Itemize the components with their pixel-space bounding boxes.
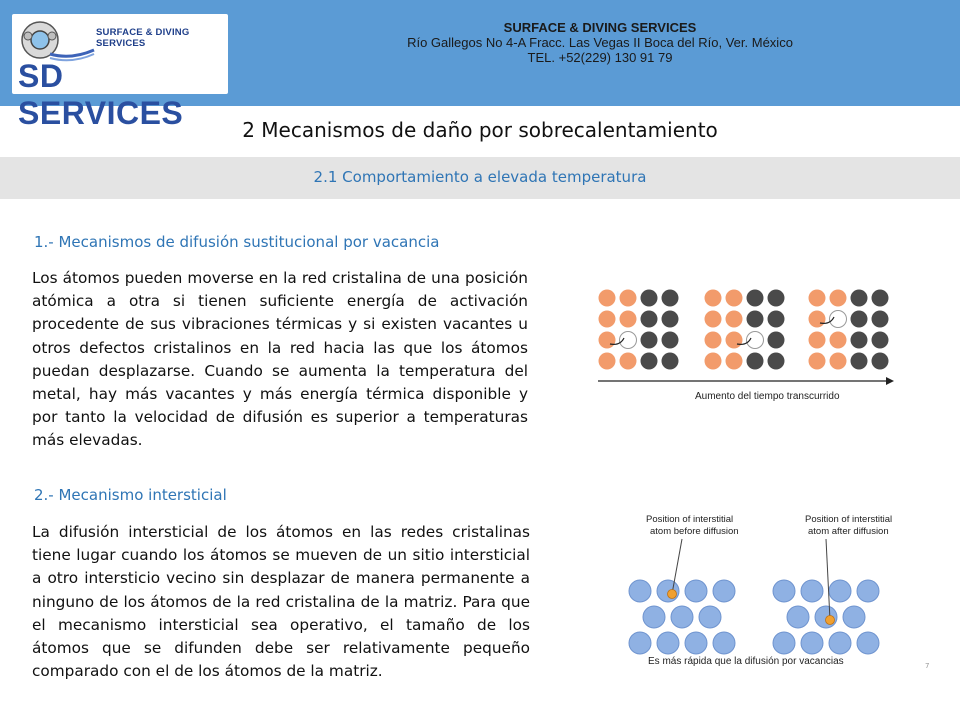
label-after-line1: Position of interstitial (805, 514, 893, 525)
lattice-atom (768, 311, 785, 328)
matrix-atom (829, 580, 851, 602)
matrix-atom (643, 606, 665, 628)
matrix-atom (629, 580, 651, 602)
lattice-atom (662, 311, 679, 328)
lattice-atom (747, 353, 764, 370)
matrix-atom (773, 580, 795, 602)
lattice-atom (641, 353, 658, 370)
matrix-atom (713, 580, 735, 602)
matrix-atom (857, 580, 879, 602)
lattice-atom (726, 353, 743, 370)
lattice-atom (872, 332, 889, 349)
lattice-atom (768, 353, 785, 370)
lattice-atom (641, 311, 658, 328)
vacancy-diffusion-figure (590, 282, 916, 406)
lattice-atom (851, 353, 868, 370)
lattice-atom (851, 332, 868, 349)
lattice-atom (705, 290, 722, 307)
lattice-atom (641, 290, 658, 307)
lattice-atom (620, 290, 637, 307)
lattice-atom (641, 332, 658, 349)
matrix-atom (629, 632, 651, 654)
matrix-atom (713, 632, 735, 654)
lattice-atom (747, 311, 764, 328)
matrix-atom (801, 632, 823, 654)
lattice-atom (872, 353, 889, 370)
logo-tagline: SURFACE & DIVING SERVICES (96, 27, 190, 49)
lattice-atom (620, 311, 637, 328)
matrix-atom (685, 580, 707, 602)
lattice-atom (809, 311, 826, 328)
matrix-atom (699, 606, 721, 628)
matrix-atom (657, 632, 679, 654)
lattice-atom (851, 311, 868, 328)
lattice-atom (872, 311, 889, 328)
interstitial-diffusion-figure (622, 505, 922, 667)
vacancy-figure-caption: Aumento del tiempo transcurrido (695, 391, 840, 402)
lattice-atom (851, 290, 868, 307)
section1-paragraph: Los átomos pueden moverse en la red cristalina de una posición atómica a otra si tienen suficiente energía de activación procedente de sus vibraciones térmicas y si existen vacantes u otros defectos cristalinos en la red hacia las que los átomos puedan desplazarse. Cuando se aumenta la temperatura del metal, hay más vacantes y más energía térmica disponible y por tanto la velocidad de difusión es superior a temperaturas más elevadas. (32, 269, 528, 450)
lattice-atom (830, 353, 847, 370)
matrix-atom (787, 606, 809, 628)
lattice-atom (747, 290, 764, 307)
lattice-atom (830, 290, 847, 307)
matrix-atom (843, 606, 865, 628)
lattice-atom (705, 311, 722, 328)
matrix-atom (857, 632, 879, 654)
matrix-atom (671, 606, 693, 628)
lattice-atom (705, 332, 722, 349)
matrix-atom (773, 632, 795, 654)
lattice-atom (768, 332, 785, 349)
company-address: Río Gallegos No 4-A Fracc. Las Vegas II Boca del Río, Ver. México (407, 35, 793, 50)
lattice-atom (662, 353, 679, 370)
lattice-atom (768, 290, 785, 307)
page-title: 2 Mecanismos de daño por sobrecalentamiento (242, 118, 718, 142)
label-before-line2: atom before diffusion (650, 526, 739, 537)
section-subtitle: 2.1 Comportamiento a elevada temperatura (313, 168, 647, 186)
company-logo (12, 14, 228, 131)
lattice-atom (599, 311, 616, 328)
company-info (300, 20, 900, 65)
lattice-atom (705, 353, 722, 370)
section2-paragraph: La difusión intersticial de los átomos en las redes cristalinas tiene lugar cuando los átomos se mueven de un sitio intersticial a otro intersticio vecino sin desplazar de manera permanente a ninguno de los átomos de la red cristalina de la matriz. Para que el mecanismo intersticial sea operativo, el tamaño de los átomos que se difunden debe ser relativamente pequeño comparado con el de los átomos de la matriz. (32, 523, 530, 681)
lattice-atom (662, 290, 679, 307)
section2-heading: 2.- Mecanismo intersticial (34, 486, 227, 504)
lattice-atom (809, 290, 826, 307)
lattice-atom (726, 332, 743, 349)
lattice-atom (599, 332, 616, 349)
interstitial-atom (668, 590, 677, 599)
page-number: 7 (925, 662, 930, 670)
interstitial-atom (826, 616, 835, 625)
lattice-atom (809, 353, 826, 370)
lattice-atom (620, 353, 637, 370)
label-after-line2: atom after diffusion (808, 526, 889, 537)
lattice-atom (662, 332, 679, 349)
lattice-atom (599, 353, 616, 370)
lattice-atom (809, 332, 826, 349)
lattice-atom (599, 290, 616, 307)
lattice-atom (726, 290, 743, 307)
logo-wordmark: SD SERVICES (18, 58, 184, 131)
section1-heading: 1.- Mecanismos de difusión sustitucional por vacancia (34, 233, 440, 251)
lattice-atom (830, 332, 847, 349)
subtitle-bar (0, 157, 960, 199)
lattice-atom (872, 290, 889, 307)
company-name: SURFACE & DIVING SERVICES (503, 20, 697, 35)
company-phone: TEL. +52(229) 130 91 79 (527, 50, 673, 65)
interstitial-figure-caption: Es más rápida que la difusión por vacancias (648, 656, 844, 667)
matrix-atom (829, 632, 851, 654)
diver-helmet-icon (16, 16, 96, 62)
arrow-head-icon (886, 377, 894, 385)
label-before-line1: Position of interstitial (646, 514, 734, 525)
matrix-atom (685, 632, 707, 654)
matrix-atom (801, 580, 823, 602)
lattice-atom (726, 311, 743, 328)
